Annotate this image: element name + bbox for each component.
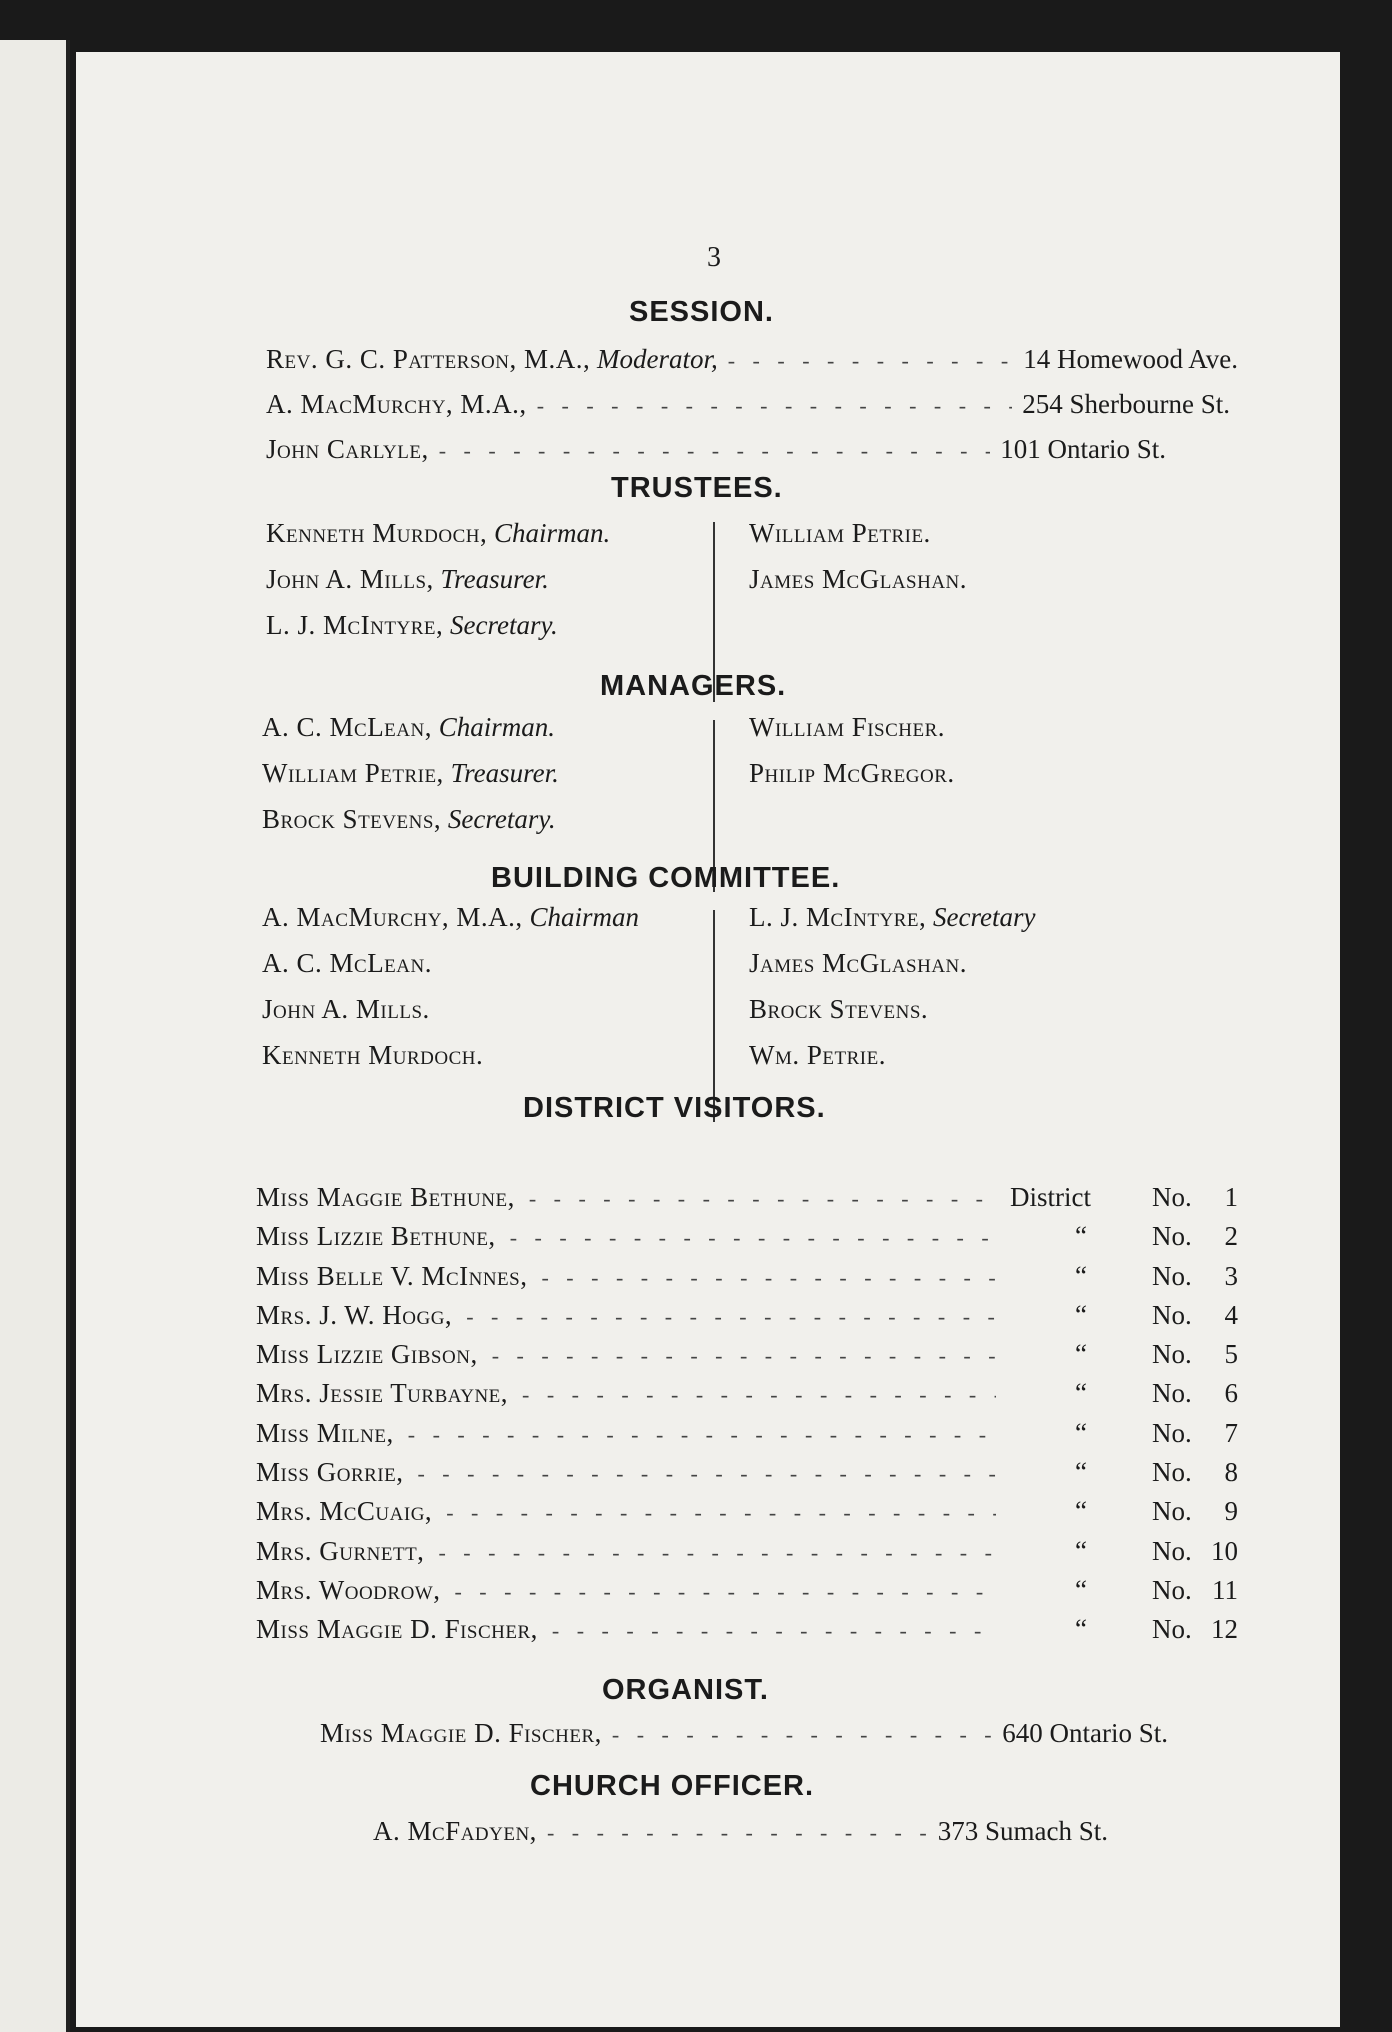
committee-member: John A. Mills.: [262, 994, 430, 1024]
trustees-heading: TRUSTEES.: [611, 472, 783, 504]
trustee: William Petrie.: [749, 518, 931, 548]
adjacent-page-edge: [0, 40, 70, 2032]
trustee: Kenneth Murdoch, Chairman.: [266, 518, 611, 548]
list-item: Miss Lizzie Gibson, - - - “ No. 5: [256, 1339, 1238, 1378]
manager: Philip McGregor.: [749, 758, 955, 788]
committee-member: L. J. McIntyre, Secretary: [749, 902, 1036, 932]
trustee: L. J. McIntyre, Secretary.: [266, 610, 558, 640]
committee-member: A. MacMurchy, M.A., Chairman: [262, 902, 639, 932]
committee-member: A. C. McLean.: [262, 948, 432, 978]
managers-left-column: [262, 712, 559, 850]
manager: William Petrie, Treasurer.: [262, 758, 559, 788]
session-heading: SESSION.: [629, 296, 774, 328]
building-committee-heading: BUILDING COMMITTEE.: [491, 862, 841, 894]
page-number: 3: [707, 242, 721, 273]
committee-member: Brock Stevens.: [749, 994, 929, 1024]
committee-member: Kenneth Murdoch.: [262, 1040, 484, 1070]
committee-member: Wm. Petrie.: [749, 1040, 886, 1070]
list-item: Miss Maggie Bethune, - - - District No. 1: [256, 1182, 1238, 1221]
district-visitors-heading: DISTRICT VISITORS.: [523, 1092, 826, 1124]
trustee: James McGlashan.: [749, 564, 968, 594]
list-item: Mrs. McCuaig, - - - “ No. 9: [256, 1496, 1238, 1535]
list-item: Miss Maggie D. Fischer, - - - “ No. 12: [256, 1614, 1238, 1653]
column-divider: [713, 910, 715, 1122]
manager: Brock Stevens, Secretary.: [262, 804, 556, 834]
building-committee-right-column: [749, 902, 1035, 1086]
session-member: John Carlyle, - - - 101 Ontario St.: [266, 434, 1166, 465]
trustees-right-column: [749, 518, 967, 610]
district-visitors-list: [256, 1182, 1238, 1654]
list-item: Miss Lizzie Bethune, - - - “ No. 2: [256, 1221, 1238, 1260]
organist-heading: ORGANIST.: [602, 1674, 769, 1706]
list-item: Miss Gorrie, - - - “ No. 8: [256, 1457, 1238, 1496]
church-officer-entry: A. McFadyen, - - - 373 Sumach St.: [373, 1816, 1108, 1847]
document-page: [76, 52, 1340, 2027]
list-item: Miss Milne, - - - “ No. 7: [256, 1418, 1238, 1457]
building-committee-left-column: [262, 902, 639, 1086]
managers-heading: MANAGERS.: [600, 670, 787, 702]
trustee: John A. Mills, Treasurer.: [266, 564, 549, 594]
manager: William Fischer.: [749, 712, 946, 742]
organist-entry: Miss Maggie D. Fischer, - - - 640 Ontario St.: [320, 1718, 1168, 1749]
session-member: Rev. G. C. Patterson, M.A., Moderator, - - - 14 Homewood Ave.: [266, 344, 1238, 375]
trustees-left-column: [266, 518, 610, 656]
list-item: Miss Belle V. McInnes, - - - “ No. 3: [256, 1261, 1238, 1300]
managers-right-column: [749, 712, 955, 804]
list-item: Mrs. Woodrow, - - - “ No. 11: [256, 1575, 1238, 1614]
list-item: Mrs. Jessie Turbayne, - - - “ No. 6: [256, 1378, 1238, 1417]
session-member: A. MacMurchy, M.A., - - - 254 Sherbourne St.: [266, 389, 1230, 420]
church-officer-heading: CHURCH OFFICER.: [530, 1770, 815, 1802]
list-item: Mrs. J. W. Hogg, - - - “ No. 4: [256, 1300, 1238, 1339]
list-item: Mrs. Gurnett, - - - “ No. 10: [256, 1536, 1238, 1575]
manager: A. C. McLean, Chairman.: [262, 712, 556, 742]
committee-member: James McGlashan.: [749, 948, 968, 978]
